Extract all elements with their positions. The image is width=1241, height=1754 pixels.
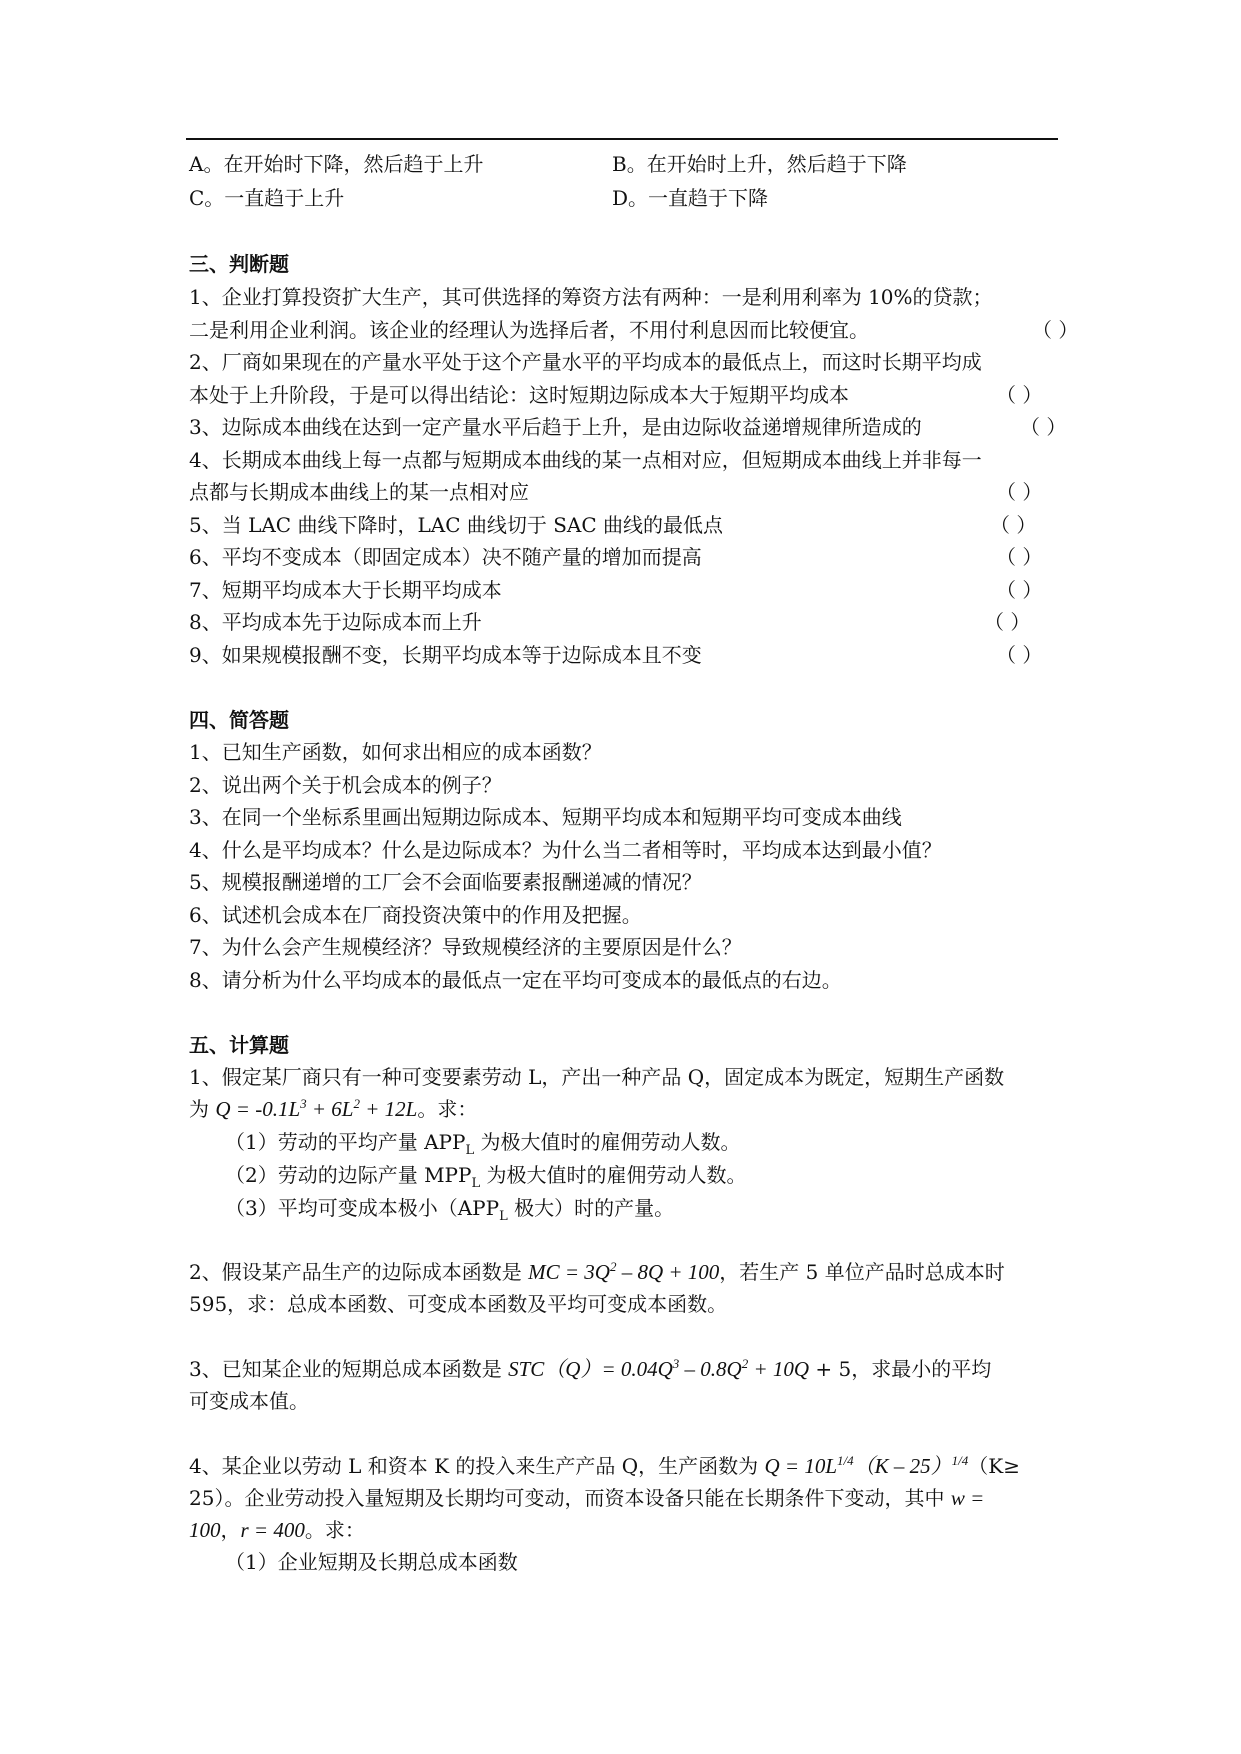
short-answer-q4: 4、什么是平均成本？什么是边际成本？为什么当二者相等时，平均成本达到最小值？ — [189, 838, 942, 862]
production-function — [215, 1097, 417, 1121]
calc-p2-line1 — [189, 1260, 1005, 1284]
text-span: ，若生产 5 单位产品时总成本时 — [719, 1260, 1005, 1284]
exponent: 3 — [672, 1356, 680, 1371]
text-span: 为 — [189, 1097, 216, 1121]
calc-p4-line3 — [189, 1518, 365, 1542]
calc-p1-sub3 — [225, 1196, 675, 1224]
formula-part: Q = 10L — [764, 1454, 838, 1478]
formula-part: STC（Q）= 0.04Q — [508, 1357, 673, 1381]
marginal-cost-function — [528, 1260, 719, 1284]
answer-paren-1: （ ） — [1032, 318, 1079, 342]
calc-p1-sub1 — [225, 1130, 741, 1158]
judgment-q7: 7、短期平均成本大于长期平均成本 — [189, 578, 502, 602]
short-answer-q3: 3、在同一个坐标系里画出短期边际成本、短期平均成本和短期平均可变成本曲线 — [189, 805, 902, 829]
judgment-q3: 3、边际成本曲线在达到一定产量水平后趋于上升，是由边际收益递增规律所造成的 — [189, 415, 922, 439]
text-span: 2、假设某产品生产的边际成本函数是 — [189, 1260, 529, 1284]
formula-part: + 12L — [359, 1097, 418, 1121]
short-answer-q6: 6、试述机会成本在厂商投资决策中的作用及把握。 — [189, 903, 642, 927]
formula-part: – 0.8Q — [679, 1357, 742, 1381]
judgment-q9: 9、如果规模报酬不变，长期平均成本等于边际成本且不变 — [189, 643, 702, 667]
wage-variable: w = — [950, 1486, 985, 1510]
section-title-calculation: 五、计算题 — [189, 1033, 289, 1057]
judgment-q4-line2: 点都与长期成本曲线上的某一点相对应 — [189, 480, 529, 504]
option-c: C。一直趋于上升 — [189, 186, 345, 210]
judgment-q2-line1: 2、厂商如果现在的产量水平处于这个产量水平的平均成本的最低点上，而这时长期平均成 — [189, 350, 982, 374]
judgment-q4-line1: 4、长期成本曲线上每一点都与短期成本曲线的某一点相对应，但短期成本曲线上并非每一 — [189, 448, 982, 472]
formula-part: Q — [647, 1260, 664, 1284]
formula-part: Q — [594, 1260, 610, 1284]
calc-p1-sub2 — [225, 1163, 747, 1191]
section-title-judgment: 三、判断题 — [189, 252, 289, 276]
text-span: 。求： — [417, 1097, 478, 1121]
answer-paren-9: （ ） — [996, 643, 1043, 667]
calc-p1-line2 — [189, 1097, 477, 1121]
option-b: B。在开始时上升，然后趋于下降 — [612, 152, 907, 176]
short-answer-q5: 5、规模报酬递增的工厂会不会面临要素报酬递减的情况？ — [189, 870, 702, 894]
subscript: L — [471, 1176, 481, 1191]
section-title-short-answer: 四、简答题 — [189, 708, 289, 732]
calc-p4-sub1: （1）企业短期及长期总成本函数 — [225, 1550, 518, 1574]
answer-paren-2: （ ） — [996, 383, 1043, 407]
calc-p2-line2: 595，求：总成本函数、可变成本函数及平均可变成本函数。 — [189, 1292, 728, 1316]
formula-part: = 3 — [559, 1260, 595, 1284]
text-span: （1）劳动的平均产量 APP — [225, 1130, 466, 1154]
calc-p4-line1 — [189, 1454, 1020, 1478]
formula-part: MC — [528, 1260, 560, 1284]
short-answer-q2: 2、说出两个关于机会成本的例子？ — [189, 773, 502, 797]
subscript: L — [465, 1143, 475, 1158]
judgment-q1-line2: 二是利用企业利润。该企业的经理认为选择后者，不用付利息因而比较便宜。 — [189, 318, 869, 342]
exponent: 2 — [353, 1096, 360, 1111]
text-span: + 5，求最小的平均 — [809, 1357, 992, 1381]
text-span: 为极大值时的雇佣劳动人数。 — [474, 1130, 741, 1154]
subscript: L — [499, 1209, 508, 1224]
rent-variable: r = 400 — [240, 1518, 305, 1542]
short-run-total-cost-function — [508, 1357, 809, 1381]
judgment-q8: 8、平均成本先于边际成本而上升 — [189, 610, 482, 634]
text-span: 极大）时的产量。 — [507, 1196, 675, 1220]
cobb-douglas-function — [765, 1454, 969, 1478]
header-rule — [186, 138, 1058, 140]
formula-part: + 10Q — [748, 1357, 810, 1381]
judgment-q2-line2: 本处于上升阶段，于是可以得出结论：这时短期边际成本大于短期平均成本 — [189, 383, 849, 407]
short-answer-q8: 8、请分析为什么平均成本的最低点一定在平均可变成本的最低点的右边。 — [189, 968, 842, 992]
exponent: 1/4 — [951, 1453, 969, 1468]
answer-paren-6: （ ） — [996, 545, 1043, 569]
text-span: ， — [220, 1518, 241, 1542]
text-span: 。求： — [304, 1518, 365, 1542]
judgment-q5: 5、当 LAC 曲线下降时，LAC 曲线切于 SAC 曲线的最低点 — [189, 513, 724, 537]
answer-paren-4: （ ） — [996, 480, 1043, 504]
calc-p4-line2 — [189, 1486, 984, 1510]
short-answer-q1: 1、已知生产函数，如何求出相应的成本函数？ — [189, 740, 602, 764]
formula-part: + 6L — [306, 1097, 354, 1121]
answer-paren-7: （ ） — [996, 578, 1043, 602]
calc-p3-line1 — [189, 1357, 991, 1381]
formula-part: （K – 25） — [853, 1454, 952, 1478]
formula-part: – 8 — [616, 1260, 648, 1284]
judgment-q6: 6、平均不变成本（即固定成本）决不随产量的增加而提高 — [189, 545, 702, 569]
option-d: D。一直趋于下降 — [612, 186, 769, 210]
answer-paren-5: （ ） — [990, 513, 1037, 537]
formula-part: + 100 — [663, 1260, 720, 1284]
short-answer-q7: 7、为什么会产生规模经济？导致规模经济的主要原因是什么？ — [189, 935, 742, 959]
exponent: 2 — [741, 1356, 749, 1371]
exponent: 2 — [609, 1259, 617, 1274]
text-span: （3）平均可变成本极小（APP — [225, 1196, 500, 1220]
text-span: 3、已知某企业的短期总成本函数是 — [189, 1357, 509, 1381]
option-a: A。在开始时下降，然后趋于上升 — [189, 152, 484, 176]
text-span: 25）。企业劳动投入量短期及长期均可变动，而资本设备只能在长期条件下变动，其中 — [189, 1486, 951, 1510]
answer-paren-8: （ ） — [984, 610, 1031, 634]
wage-value: 100 — [189, 1518, 221, 1542]
exponent: 3 — [300, 1096, 307, 1111]
exponent: 1/4 — [837, 1453, 854, 1468]
calc-p3-line2: 可变成本值。 — [189, 1389, 309, 1413]
text-span: （2）劳动的边际产量 MPP — [225, 1163, 472, 1187]
text-span: 4、某企业以劳动 L 和资本 K 的投入来生产产品 Q，生产函数为 — [189, 1454, 765, 1478]
answer-paren-3: （ ） — [1020, 415, 1067, 439]
formula-part: Q = -0.1L — [215, 1097, 301, 1121]
judgment-q1-line1: 1、企业打算投资扩大生产，其可供选择的筹资方法有两种：一是利用利率为 10%的贷款； — [189, 285, 993, 309]
text-span: 为极大值时的雇佣劳动人数。 — [480, 1163, 747, 1187]
text-span: （K≥ — [968, 1454, 1020, 1478]
calc-p1-line1: 1、假定某厂商只有一种可变要素劳动 L，产出一种产品 Q，固定成本为既定，短期生产函数 — [189, 1065, 1005, 1089]
